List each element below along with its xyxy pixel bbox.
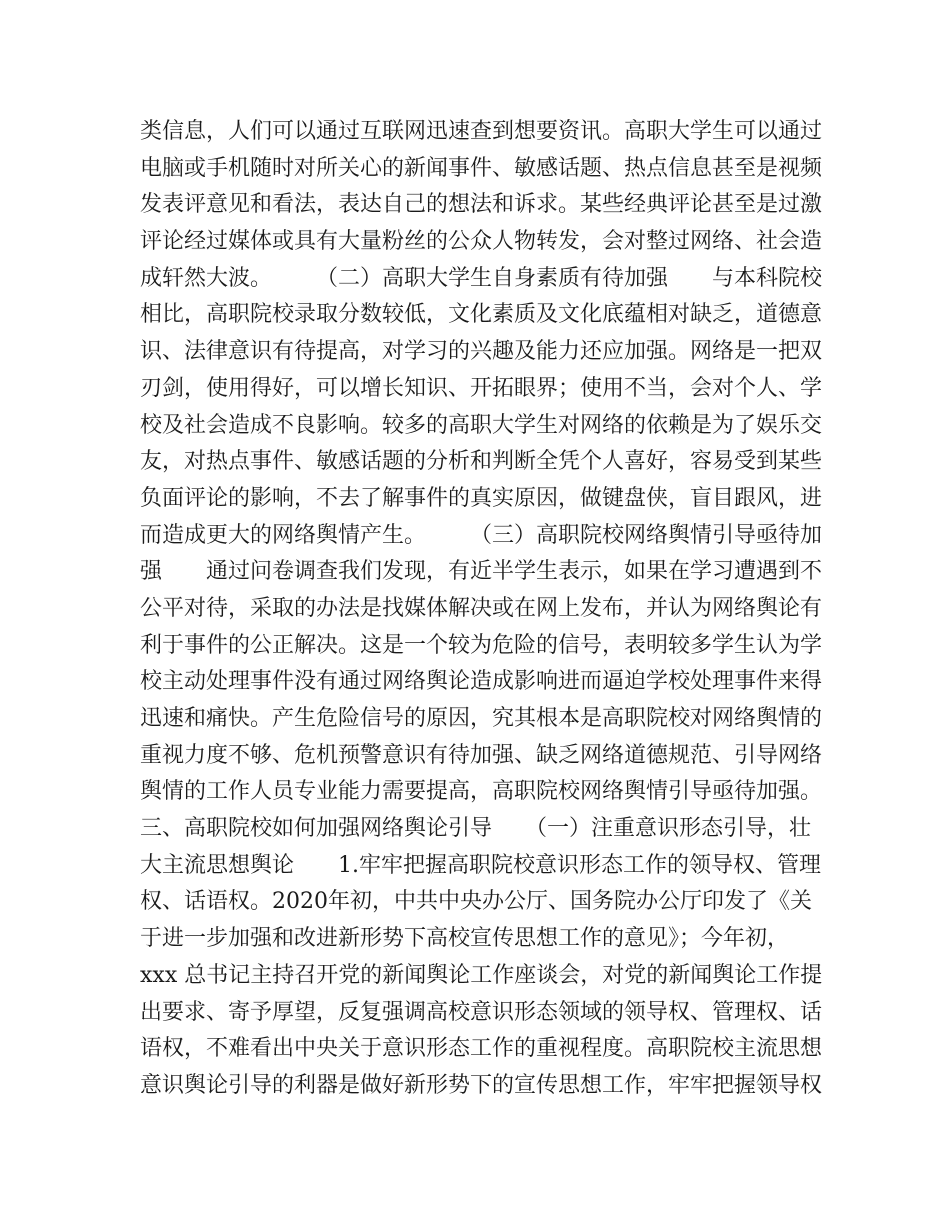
text-line: 电脑或手机随时对所关心的新闻事件、敏感话题、热点信息甚至是视频 (140, 155, 823, 181)
text-line: 意识舆论引导的利器是做好新形势下的宣传思想工作，牢牢把握领导权 (140, 1072, 823, 1098)
text-line: 评论经过媒体或具有大量粉丝的公众人物转发，会对整过网络、社会造 (140, 229, 823, 255)
text-line: 类信息，人们可以通过互联网迅速查到想要资讯。高职大学生可以通过 (140, 119, 823, 144)
text-line: 重视力度不够、危机预警意识有待加强、缺乏网络道德规范、引导网络 (140, 742, 823, 768)
text-line: 相比，高职院校录取分数较低，文化素质及文化底蕴相对缺乏，道德意 (140, 302, 823, 328)
text-line: 而造成更大的网络舆情产生。 （三）高职院校网络舆情引导亟待加 (140, 522, 823, 548)
text-line: 识、法律意识有待提高，对学习的兴趣及能力还应加强。网络是一把双 (140, 339, 823, 365)
text-line: 发表评意见和看法，表达自己的想法和诉求。某些经典评论甚至是过激 (140, 192, 823, 218)
text-line: 大主流思想舆论 1.牢牢把握高职院校意识形态工作的领导权、管理 (140, 852, 821, 878)
text-line: 强 通过问卷调查我们发现，有近半学生表示，如果在学习遭遇到不 (140, 559, 823, 585)
text-line: 舆情的工作人员专业能力需要提高，高职院校网络舆情引导亟待加强。 (140, 779, 823, 805)
text-line: 校主动处理事件没有通过网络舆论造成影响进而逼迫学校处理事件来得 (140, 669, 823, 695)
text-line: 校及社会造成不良影响。较多的高职大学生对网络的依赖是为了娱乐交 (140, 412, 823, 438)
text-line: xxx 总书记主持召开党的新闻舆论工作座谈会，对党的新闻舆论工作提 (140, 962, 823, 988)
text-line: 负面评论的影响，不去了解事件的真实原因，做键盘侠，盲目跟风，进 (140, 485, 823, 511)
text-line: 成轩然大波。 （二）高职大学生自身素质有待加强 与本科院校 (140, 265, 823, 291)
text-line: 利于事件的公正解决。这是一个较为危险的信号，表明较多学生认为学 (140, 632, 823, 658)
body-text (140, 114, 830, 1105)
text-line: 三、高职院校如何加强网络舆论引导 （一）注重意识形态引导，壮 (140, 816, 812, 842)
text-line: 语权，不难看出中央关于意识形态工作的重视程度。高职院校主流思想 (140, 1036, 823, 1062)
text-line: 刃剑，使用得好，可以增长知识、开拓眼界；使用不当，会对个人、学 (140, 375, 823, 401)
text-line: 公平对待，采取的办法是找媒体解决或在网上发布，并认为网络舆论有 (140, 595, 823, 621)
text-line: 于进一步加强和改进新形势下高校宣传思想工作的意见》；今年初， (140, 926, 790, 952)
text-line: 出要求、寄予厚望，反复强调高校意识形态领域的领导权、管理权、话 (140, 999, 823, 1025)
text-line: 迅速和痛快。产生危险信号的原因，究其根本是高职院校对网络舆情的 (140, 706, 823, 731)
text-line: 权、话语权。2020年初，中共中央办公厅、国务院办公厅印发了《关 (140, 889, 812, 915)
text-line: 友，对热点事件、敏感话题的分析和判断全凭个人喜好，容易受到某些 (140, 449, 823, 475)
